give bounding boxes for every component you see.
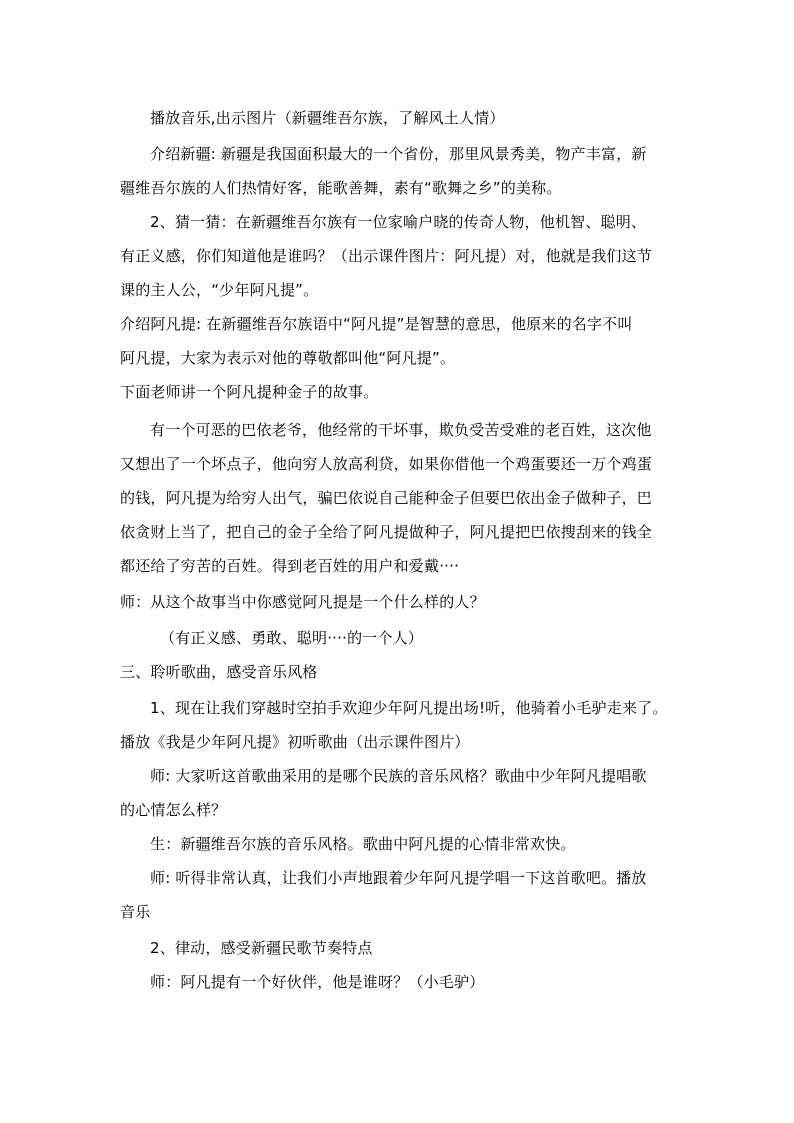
text-line: 播放音乐,出示图片（新疆维吾尔族，了解风土人情） [150,109,505,127]
text-line: 师: 听得非常认真，让我们小声地跟着少年阿凡提学唱一下这首歌吧。播放 [150,869,647,887]
text-line: 介绍新疆: 新疆是我国面积最大的一个省份，那里风景秀美，物产丰富，新 [150,145,647,163]
text-line: 下面老师讲一个阿凡提种金子的故事。 [120,383,379,401]
text-line: 师: 大家听这首歌曲采用的是哪个民族的音乐风格？歌曲中少年阿凡提唱歌 [150,767,647,785]
section-heading: 三、聆听歌曲，感受音乐风格 [120,663,318,681]
text-line: 的钱，阿凡提为给穷人出气，骗巴依说自己能种金子但要巴依出金子做种子，巴 [120,489,653,507]
text-line: 的心情怎么样？ [120,801,227,819]
text-line: 师：阿凡提有一个好伙伴，他是谁呀？（小毛驴） [150,973,485,991]
text-line: 疆维吾尔族的人们热情好客，能歌善舞，素有“歌舞之乡”的美称。 [120,179,562,197]
text-line: 介绍阿凡提: 在新疆维吾尔族语中“阿凡提”是智慧的意思，他原来的名字不叫 [120,315,633,333]
text-line: 都还给了穷苦的百姓。得到老百姓的用户和爱戴···· [120,557,460,575]
text-line: 2、律动，感受新疆民歌节奏特点 [150,939,373,957]
text-line: 1、现在让我们穿越时空拍手欢迎少年阿凡提出场!听，他骑着小毛驴走来了。 [150,699,668,717]
text-line: 播放《我是少年阿凡提》初听歌曲（出示课件图片） [120,733,470,751]
text-line: 2、猜一猜：在新疆维吾尔族有一位家喻户晓的传奇人物，他机智、聪明、 [150,213,647,231]
text-line: 音乐 [120,903,151,921]
text-line: 有正义感，你们知道他是谁吗？（出示课件图片：阿凡提）对，他就是我们这节 [120,247,653,265]
text-line: 有一个可恶的巴依老爷，他经常的干坏事，欺负受苦受难的老百姓，这次他 [150,421,652,439]
text-line: 课的主人公，“少年阿凡提”。 [120,281,319,299]
text-line: 师：从这个故事当中你感觉阿凡提是一个什么样的人？ [120,593,485,611]
text-line: 依贪财上当了，把自己的金子全给了阿凡提做种子，阿凡提把巴依搜刮来的钱全 [120,523,653,541]
text-line: 生：新疆维吾尔族的音乐风格。歌曲中阿凡提的心情非常欢快。 [150,835,576,853]
text-line: 又想出了一个坏点子，他向穷人放高利贷，如果你借他一个鸡蛋要还一万个鸡蛋 [120,455,653,473]
text-line: （有正义感、勇敢、聪明····的一个人） [160,629,424,647]
text-line: 阿凡提，大家为表示对他的尊敬都叫他“阿凡提”。 [120,349,456,367]
